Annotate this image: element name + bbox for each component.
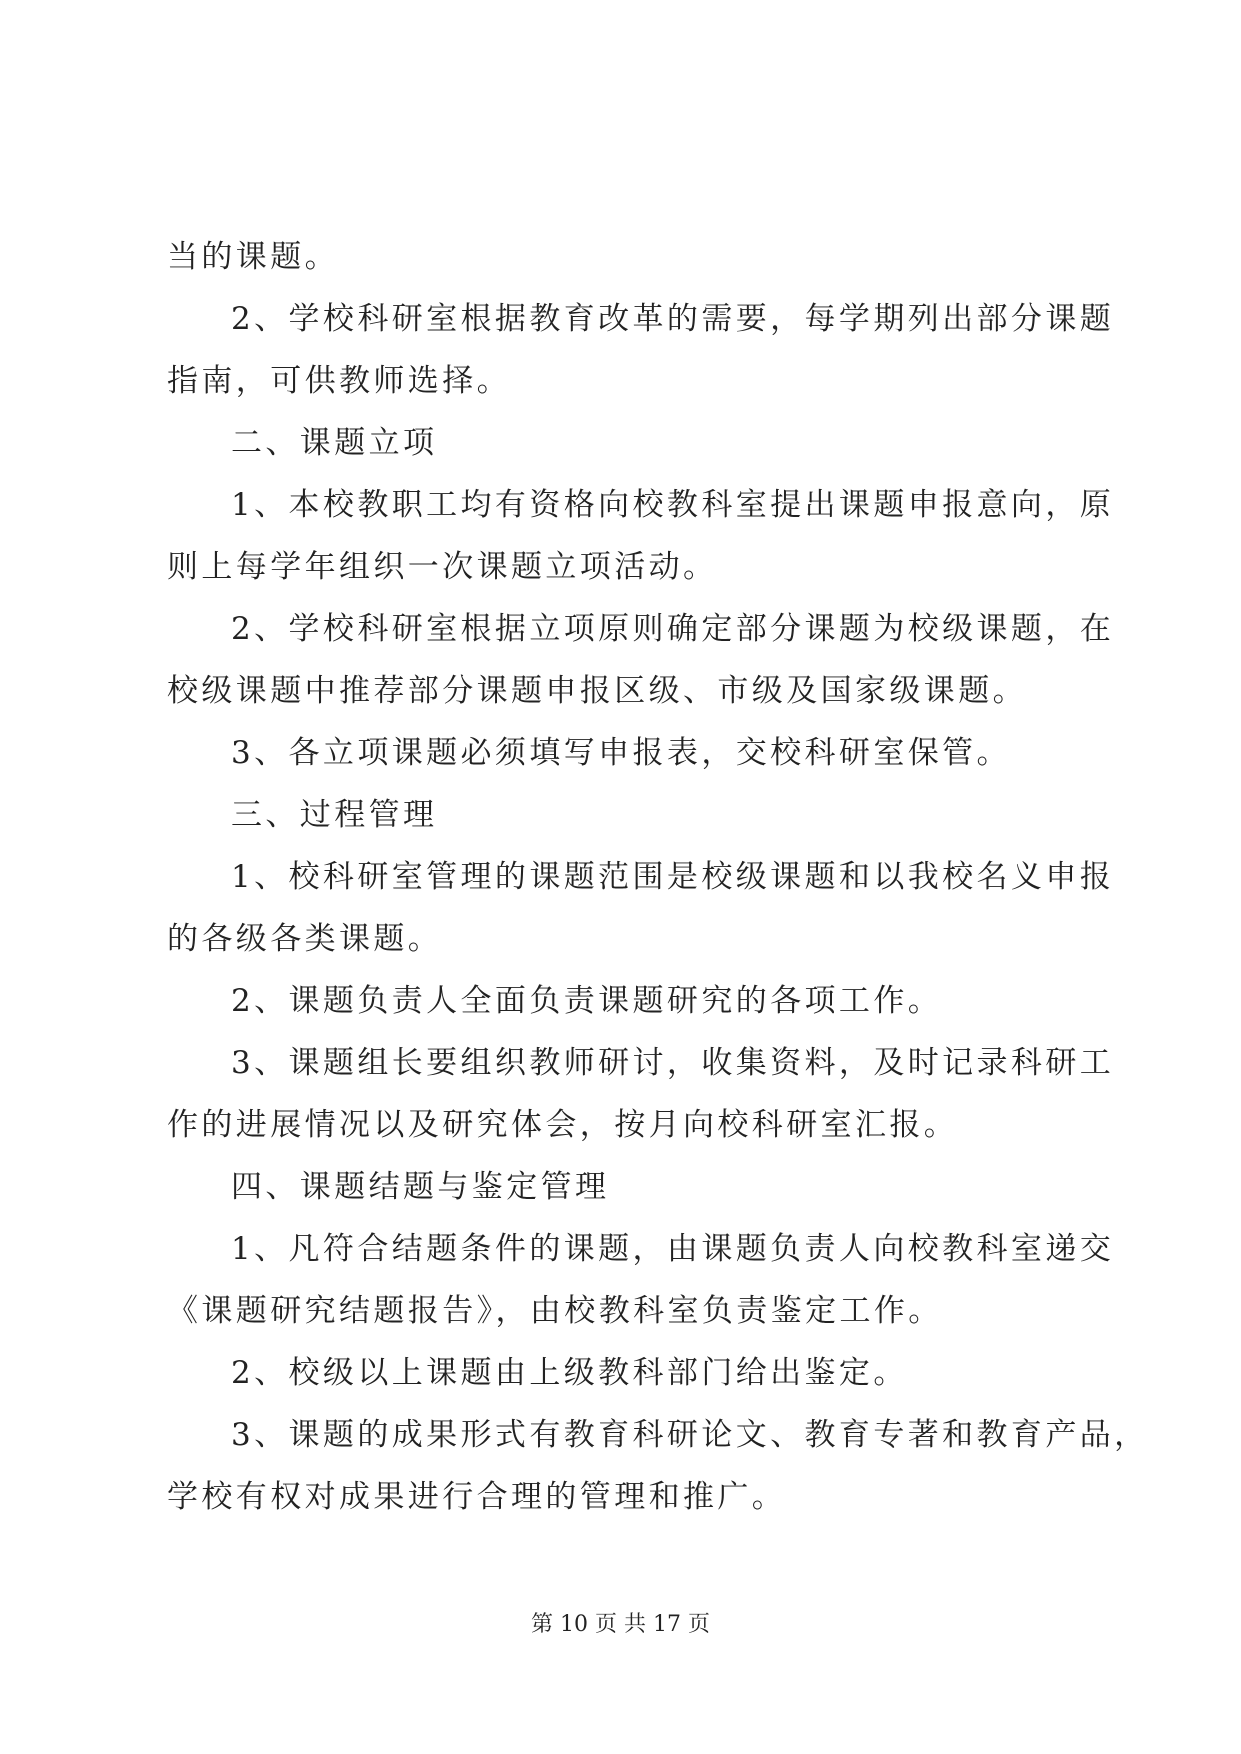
text-line: 学校有权对成果进行合理的管理和推广。	[167, 1479, 787, 1515]
text-line: 2、学校科研室根据立项原则确定部分课题为校级课题，在	[231, 611, 1115, 647]
text-line: 2、校级以上课题由上级教科部门给出鉴定。	[231, 1355, 908, 1391]
text-line: 四、课题结题与鉴定管理	[231, 1169, 610, 1205]
text-line: 三、过程管理	[231, 797, 438, 833]
text-line: 校级课题中推荐部分课题申报区级、市级及国家级课题。	[167, 673, 1027, 709]
text-line: 指南，可供教师选择。	[167, 363, 511, 399]
text-line: 2、课题负责人全面负责课题研究的各项工作。	[231, 983, 943, 1019]
text-line: 3、课题组长要组织教师研讨，收集资料，及时记录科研工	[231, 1045, 1115, 1081]
text-line: 《课题研究结题报告》，由校教科室负责鉴定工作。	[167, 1293, 943, 1329]
text-line: 的各级各类课题。	[167, 921, 443, 957]
text-line: 则上每学年组织一次课题立项活动。	[167, 549, 718, 585]
text-line: 3、课题的成果形式有教育科研论文、教育专著和教育产品，	[231, 1417, 1149, 1453]
text-line: 1、凡符合结题条件的课题，由课题负责人向校教科室递交	[231, 1231, 1115, 1267]
document-body	[167, 226, 1149, 1528]
text-line: 3、各立项课题必须填写申报表，交校科研室保管。	[231, 735, 1011, 771]
page-footer: 第 10 页 共 17 页	[531, 1612, 710, 1637]
text-line: 2、学校科研室根据教育改革的需要，每学期列出部分课题	[231, 301, 1115, 337]
text-line: 作的进展情况以及研究体会，按月向校科研室汇报。	[167, 1107, 959, 1143]
text-line: 当的课题。	[167, 239, 339, 275]
text-line: 1、校科研室管理的课题范围是校级课题和以我校名义申报	[231, 859, 1115, 895]
text-line: 二、课题立项	[231, 425, 438, 461]
text-line: 1、本校教职工均有资格向校教科室提出课题申报意向，原	[231, 487, 1115, 523]
